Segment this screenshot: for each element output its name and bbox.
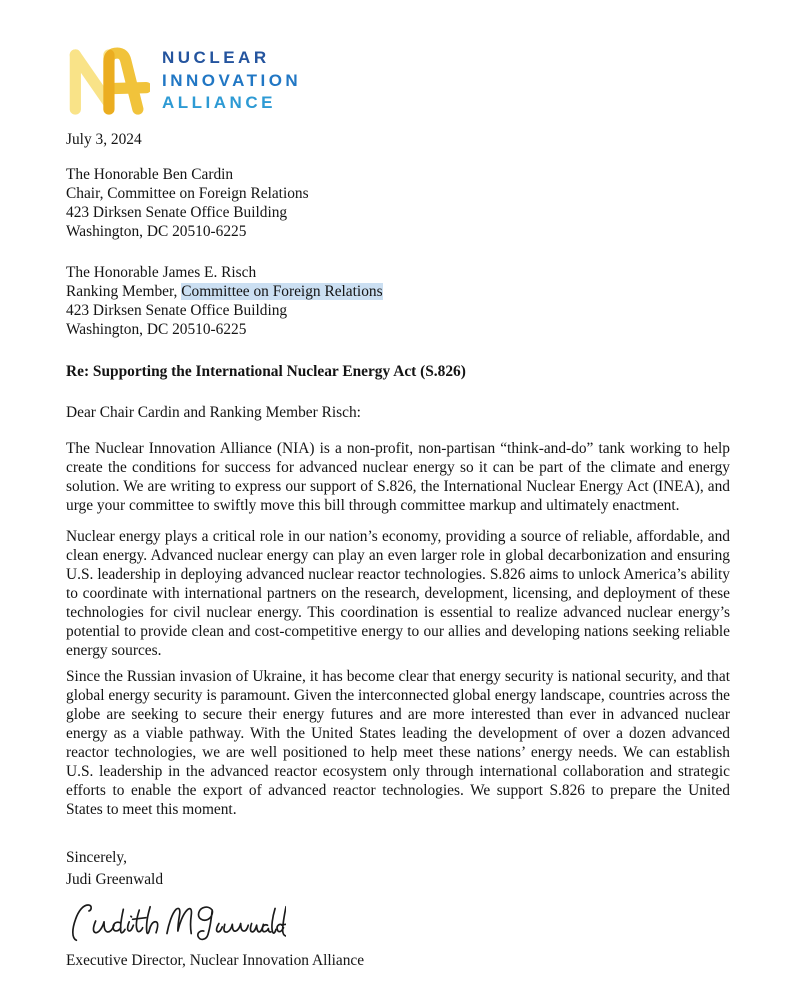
nia-monogram-icon <box>66 44 150 120</box>
recipient-block-risch <box>66 263 730 339</box>
recipient-title-prefix: Ranking Member, <box>66 283 182 300</box>
nia-wordmark <box>162 44 301 115</box>
signer-name: Judi Greenwald <box>66 871 164 888</box>
selected-text-highlight: Committee on Foreign Relations <box>181 283 383 300</box>
signer-title: Executive Director, Nuclear Innovation Alliance <box>66 952 365 969</box>
body-paragraph-3: Since the Russian invasion of Ukraine, it has become clear that energy security is national security, and that global energy security is paramount. Given the interconnected global energy landscape, countries across the globe are seeking to secure their energy futures and are more interested than ever in advanced nuclear energy as a viable pathway. With the United States leading the development of over a dozen advanced reactor technologies, we are well positioned to help meet these nations’ energy needs. We can establish U.S. leadership in the advanced reactor ecosystem only through international collaboration and strategic efforts to enable the export of advanced reactor technologies. We support S.826 to prepare the United States to meet this moment. <box>66 668 730 818</box>
recipient-street: 423 Dirksen Senate Office Building <box>66 302 288 319</box>
recipient-name: The Honorable James E. Risch <box>66 264 257 281</box>
wordmark-line-alliance: ALLIANCE <box>162 93 276 112</box>
subject-line: Re: Supporting the International Nuclear Energy Act (S.826) <box>66 363 466 380</box>
body-paragraph-2: Nuclear energy plays a critical role in our nation’s economy, providing a source of reliable, affordable, and clean energy. Advanced nuclear energy can play an even larger role in global decarbonization and ensuring U.S. leadership in deploying advanced nuclear reactor technologies. S.826 aims to unlock America’s ability to coordinate with international partners on the research, development, licensing, and deployment of these technologies for civil nuclear energy. This coordination is essential to realize advanced nuclear energy’s potential to provide clean and cost-competitive energy to our allies and developing nations seeking reliable energy sources. <box>66 528 730 659</box>
salutation: Dear Chair Cardin and Ranking Member Risch: <box>66 404 361 421</box>
valediction: Sincerely, <box>66 849 127 866</box>
recipient-block-cardin <box>66 165 730 241</box>
recipient-name: The Honorable Ben Cardin <box>66 166 234 183</box>
recipient-city: Washington, DC 20510-6225 <box>66 321 247 338</box>
handwritten-signature <box>68 896 286 946</box>
wordmark-line-nuclear: NUCLEAR <box>162 48 270 67</box>
recipient-title: Chair, Committee on Foreign Relations <box>66 185 309 202</box>
recipient-title <box>66 282 730 301</box>
body-paragraph-1: The Nuclear Innovation Alliance (NIA) is a non-profit, non-partisan “think-and-do” tank working to help create the conditions for success for advanced nuclear energy so it can be part of the climate and energy solution. We are writing to express our support of S.826, the International Nuclear Energy Act (INEA), and urge your committee to swiftly move this bill through committee markup and ultimately enactment. <box>66 440 730 514</box>
recipient-street: 423 Dirksen Senate Office Building <box>66 204 288 221</box>
signature-icon <box>68 896 286 946</box>
letter-date: July 3, 2024 <box>66 131 142 148</box>
recipient-city: Washington, DC 20510-6225 <box>66 223 247 240</box>
nia-logo <box>66 44 730 120</box>
wordmark-line-innovation: INNOVATION <box>162 70 302 90</box>
